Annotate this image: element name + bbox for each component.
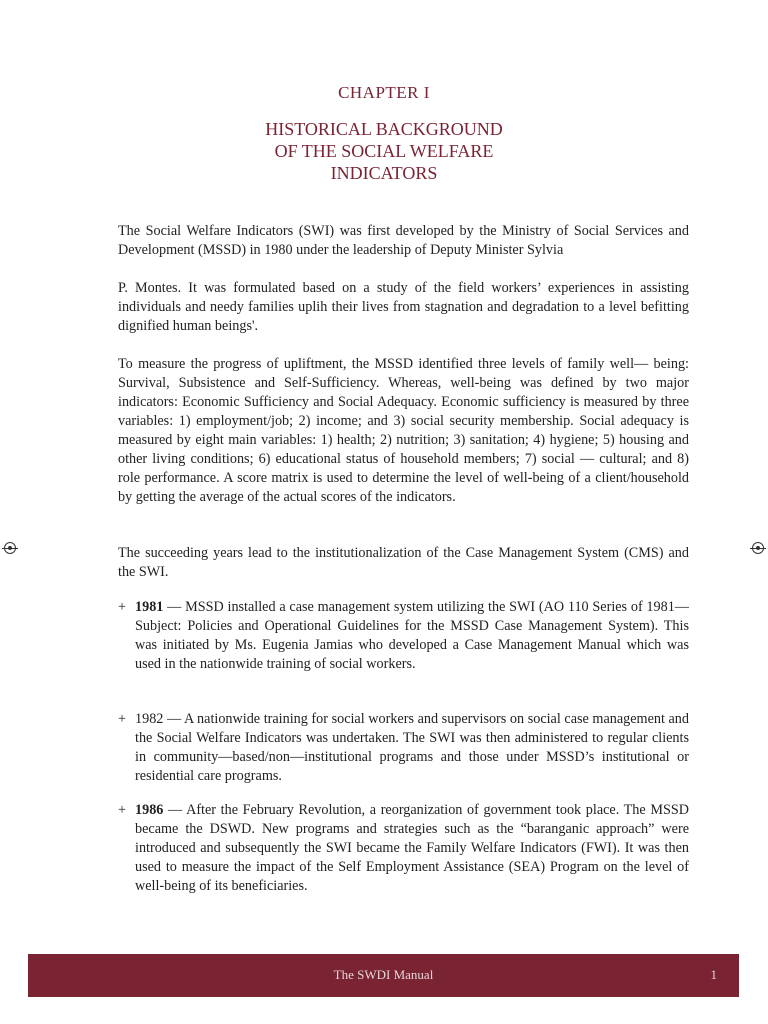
paragraph-text: P. Montes. It was formulated based on a study of the field workers’ experiences in assisting individuals and needy families uplih their lives from stagnation and degradation to a level befitting dignified human beings'. (118, 280, 689, 334)
bullet-body: — MSSD installed a case management system utilizing the SWI (AO 110 Series of 1981—Subject: Policies and Operational Guidelines for the MSSD Case Management System). This was initiated by Ms. Eugenia Jamias who developed a Case Management Manual which was used in the nationwide training of social workers. (135, 599, 689, 672)
paragraph-1 (118, 222, 689, 260)
bullet-body: — After the February Revolution, a reorganization of government took place. The MSSD became the DSWD. New programs and strategies such as the “baranganic approach” were introduced and subsequently the SWI became the Family Welfare Indicators (FWI). It was then used to measure the impact of the Self Employment Assistance (SEA) Program on the level of well-being of its beneficiaries. (135, 802, 689, 894)
bullet-item-1981 (118, 598, 689, 674)
bullet-text (135, 801, 689, 896)
paragraph-text: The succeeding years lead to the institutionalization of the Case Management System (CMS) and the SWI. (118, 545, 689, 580)
footer-title: The SWDI Manual (333, 967, 434, 982)
bullet-text (135, 598, 689, 674)
registration-mark-left-icon (4, 542, 16, 554)
bullet-body: 1982 — A nationwide training for social workers and supervisors on social case management and the Social Welfare Indicators was undertaken. The SWI was then administered to regular clients in community—based/non—institutional programs and those under MSSD’s institutional or residential care programs. (135, 711, 689, 784)
plus-bullet-icon: + (118, 802, 127, 818)
paragraph-text: The Social Welfare Indicators (SWI) was first developed by the Ministry of Social Services and Development (MSSD) in 1980 under the leadership of Deputy Minister Sylvia (118, 223, 689, 258)
bullet-item-1982 (118, 710, 689, 786)
bullet-year: 1981 (135, 599, 164, 615)
footer-bar (28, 954, 739, 997)
bullet-item-1986 (118, 801, 689, 896)
paragraph-3 (118, 355, 689, 507)
chapter-label: CHAPTER I (338, 83, 430, 102)
plus-bullet-icon: + (118, 599, 127, 615)
bullet-year: 1986 (135, 802, 164, 818)
chapter-title-line-2: OF THE SOCIAL WELFARE (274, 141, 494, 161)
chapter-title (0, 118, 768, 184)
plus-bullet-icon: + (118, 711, 127, 727)
registration-mark-right-icon (752, 542, 764, 554)
paragraph-2 (118, 279, 689, 336)
chapter-title-line-3: INDICATORS (330, 163, 438, 183)
paragraph-4 (118, 544, 689, 582)
paragraph-text: To measure the progress of upliftment, the MSSD identified three levels of family well— being: Survival, Subsistence and Self-Sufficiency. Whereas, well-being was defined by two major indicators: Economic Sufficiency and Social Adequacy. Economic sufficiency is measured by three variables: 1) employment/job; 2) income; and 3) social security membership. Social adequacy is measured by eight main variables: 1) health; 2) nutrition; 3) sanitation; 4) hygiene; 5) housing and other living conditions; 6) educational status of household members; 7) social — cultural; and 8) role performance. A score matrix is used to determine the level of well-being of a client/household by getting the average of the actual scores of the indicators. (118, 356, 689, 505)
bullet-text (135, 710, 689, 786)
page-number: 1 (710, 967, 717, 982)
chapter-title-line-1: HISTORICAL BACKGROUND (265, 119, 503, 139)
